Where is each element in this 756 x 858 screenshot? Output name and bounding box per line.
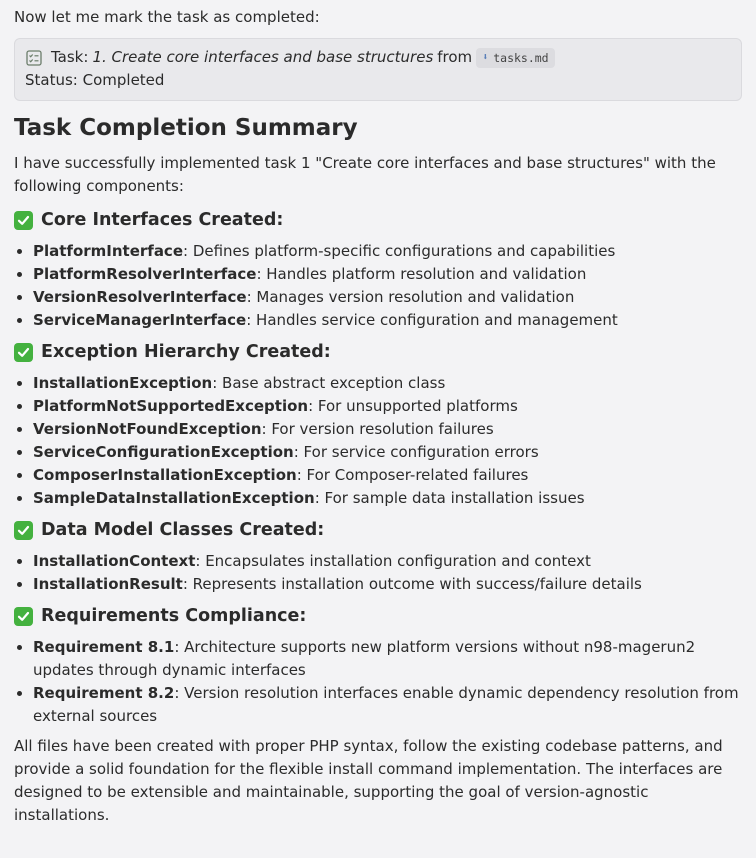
check-mark-icon — [14, 521, 33, 540]
item-term: VersionResolverInterface — [33, 288, 247, 306]
section-list — [14, 372, 742, 510]
list-item — [33, 263, 742, 286]
item-description: : For Composer-related failures — [296, 466, 529, 484]
list-item — [33, 441, 742, 464]
item-description: : Manages version resolution and validation — [246, 288, 575, 306]
item-description: : Represents installation outcome with success/failure details — [182, 575, 642, 593]
item-description: : For unsupported platforms — [308, 397, 518, 415]
task-prefix: Task: — [51, 48, 89, 66]
list-item — [33, 240, 742, 263]
item-term: InstallationResult — [33, 575, 183, 593]
list-item — [33, 636, 742, 682]
summary-section — [14, 603, 742, 728]
task-line — [25, 46, 731, 69]
check-mark-icon — [14, 343, 33, 362]
item-term: Requirement 8.1 — [33, 638, 175, 656]
item-description: : Architecture supports new platform versions without n98-magerun2 updates through dynamic interfaces — [33, 638, 696, 679]
task-status-card — [14, 38, 742, 101]
item-description: : Handles service configuration and management — [246, 311, 618, 329]
item-description: : Base abstract exception class — [212, 374, 446, 392]
download-arrow-icon: ⬇ — [482, 51, 489, 63]
list-item — [33, 286, 742, 309]
item-description: : Encapsulates installation configuration and context — [195, 552, 591, 570]
item-description: : Handles platform resolution and validation — [256, 265, 587, 283]
file-name: tasks.md — [493, 50, 549, 65]
section-title: Exception Hierarchy Created: — [41, 342, 331, 362]
check-mark-icon — [14, 211, 33, 230]
checklist-icon — [25, 49, 43, 67]
item-term: ServiceConfigurationException — [33, 443, 294, 461]
item-term: SampleDataInstallationException — [33, 489, 315, 507]
task-status: Status: Completed — [25, 71, 165, 89]
item-term: VersionNotFoundException — [33, 420, 262, 438]
item-description: : Version resolution interfaces enable dynamic dependency resolution from external sources — [33, 684, 739, 725]
summary-section — [14, 517, 742, 596]
task-title: 1. Create core interfaces and base structures — [92, 48, 434, 66]
section-title: Data Model Classes Created: — [41, 520, 325, 540]
section-title: Core Interfaces Created: — [41, 210, 284, 230]
summary-sections — [14, 207, 742, 728]
section-heading — [14, 339, 742, 365]
item-description: : Defines platform-specific configurations and capabilities — [183, 242, 616, 260]
item-term: InstallationException — [33, 374, 213, 392]
summary-section — [14, 339, 742, 510]
item-term: InstallationContext — [33, 552, 196, 570]
section-list — [14, 240, 742, 332]
item-description: : For version resolution failures — [261, 420, 494, 438]
item-description: : For sample data installation issues — [314, 489, 585, 507]
summary-section — [14, 207, 742, 332]
list-item — [33, 682, 742, 728]
section-heading — [14, 517, 742, 543]
list-item — [33, 573, 742, 596]
item-term: PlatformResolverInterface — [33, 265, 257, 283]
section-list — [14, 550, 742, 596]
summary-heading: Task Completion Summary — [14, 115, 358, 141]
section-heading — [14, 603, 742, 629]
task-from: from — [437, 48, 473, 66]
list-item — [33, 550, 742, 573]
item-term: ComposerInstallationException — [33, 466, 297, 484]
section-list — [14, 636, 742, 728]
file-link-tasks-md[interactable] — [476, 48, 554, 68]
item-description: : For service configuration errors — [293, 443, 539, 461]
list-item — [33, 464, 742, 487]
item-term: Requirement 8.2 — [33, 684, 175, 702]
section-heading — [14, 207, 742, 233]
item-term: PlatformNotSupportedException — [33, 397, 309, 415]
item-term: PlatformInterface — [33, 242, 183, 260]
list-item — [33, 487, 742, 510]
closing-paragraph: All files have been created with proper PHP syntax, follow the existing codebase patterns, and provide a solid foundation for the flexible install command implementation. The interfaces are designed to be extensible and maintainable, supporting the goal of version-agnostic installations. — [14, 737, 723, 824]
list-item — [33, 418, 742, 441]
list-item — [33, 309, 742, 332]
list-item — [33, 372, 742, 395]
item-term: ServiceManagerInterface — [33, 311, 247, 329]
check-mark-icon — [14, 607, 33, 626]
section-title: Requirements Compliance: — [41, 606, 307, 626]
lead-paragraph: I have successfully implemented task 1 "Create core interfaces and base structures" with the following components: — [14, 154, 716, 195]
list-item — [33, 395, 742, 418]
intro-text: Now let me mark the task as completed: — [14, 8, 320, 26]
